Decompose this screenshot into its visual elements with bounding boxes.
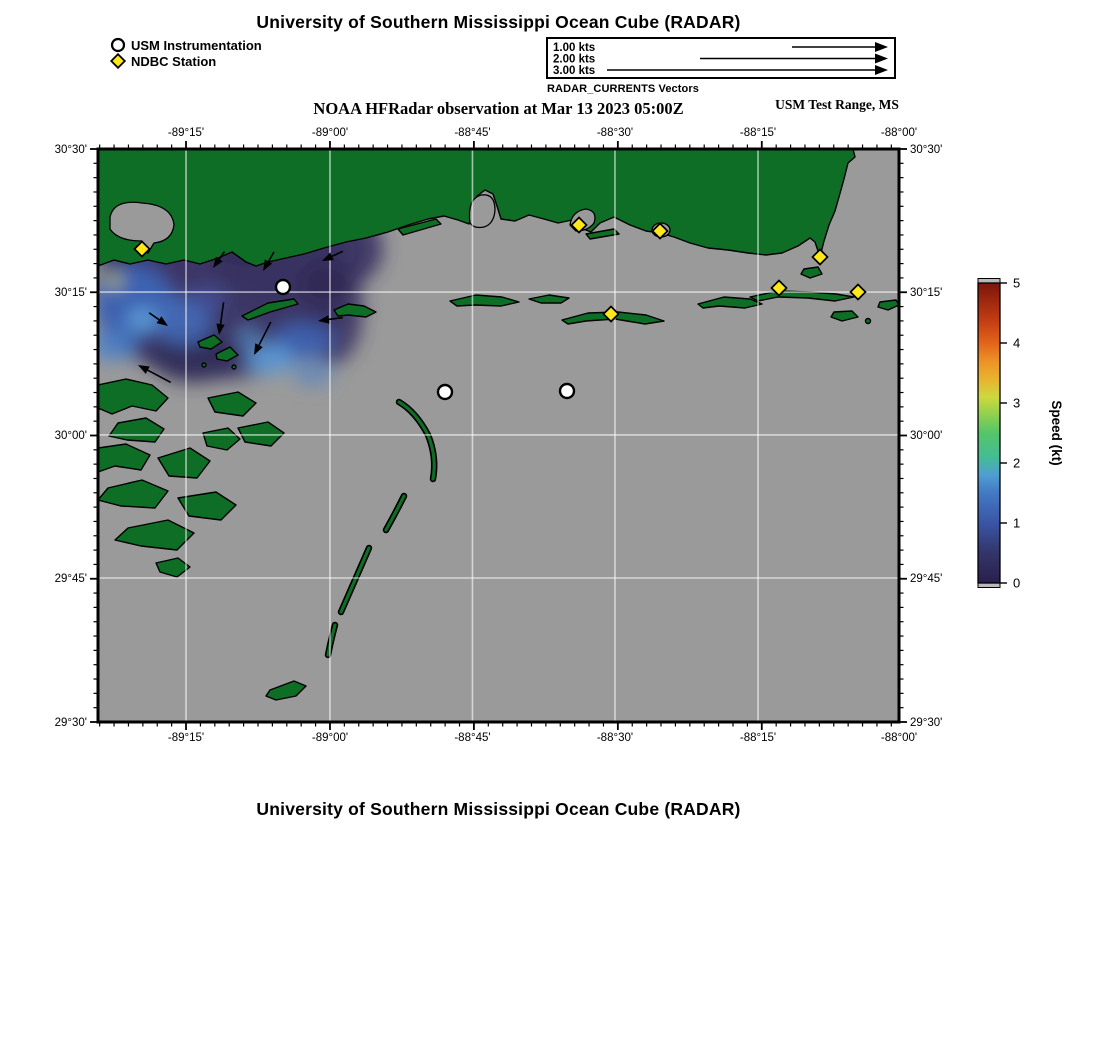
axis-tick-label: 30°30': [910, 144, 943, 156]
speed-patch: [128, 308, 156, 330]
speed-patch: [190, 285, 226, 313]
islet-dot: [866, 319, 871, 324]
axis-tick-label: -88°45': [454, 732, 491, 744]
islet-dot: [202, 363, 206, 367]
speed-patch: [293, 362, 333, 386]
colorbar-tick-label: 3: [1013, 395, 1021, 411]
axis-tick-label: 29°45': [54, 573, 87, 586]
axis-tick-label: 30°30': [54, 144, 87, 156]
vector-legend-caption: RADAR_CURRENTS Vectors: [547, 83, 699, 95]
colorbar-bottom-cap: [978, 583, 1000, 588]
vector-scale-label: 2.00 kts: [553, 53, 596, 66]
axis-tick-label: -88°30': [596, 732, 634, 744]
axis-tick-label: -89°15': [167, 127, 205, 139]
axis-tick-label: 30°00': [54, 429, 87, 442]
axis-tick-label: 30°00': [910, 429, 943, 442]
islet-dot: [232, 365, 236, 369]
colorbar-tick-label: 0: [1013, 575, 1021, 591]
usm-instrument-marker: [560, 384, 574, 398]
axis-tick-label: 30°15': [910, 287, 943, 300]
legend-item-label: NDBC Station: [131, 53, 217, 69]
page-title-top: University of Southern Mississippi Ocean Cube (RADAR): [256, 12, 741, 32]
legend-item-label: USM Instrumentation: [131, 37, 262, 53]
colorbar-tick-label: 2: [1013, 455, 1021, 471]
colorbar-title: Speed (kt): [1049, 400, 1064, 466]
speed-patch: [246, 344, 294, 374]
colorbar-tick-label: 5: [1013, 275, 1021, 291]
speed-patch: [106, 275, 122, 287]
colorbar-bar: [978, 283, 1000, 583]
colorbar-top-cap: [978, 279, 1000, 284]
axis-tick-label: -88°15': [739, 732, 777, 744]
speed-patch: [300, 262, 352, 306]
colorbar-tick-label: 4: [1013, 335, 1021, 351]
axis-tick-label: -88°45': [454, 127, 491, 139]
speed-patch: [89, 329, 137, 361]
axis-tick-label: -89°00': [311, 127, 349, 139]
axis-tick-label: 29°30': [910, 717, 943, 729]
axis-tick-label: -88°00': [880, 127, 918, 139]
axis-tick-label: -88°00': [880, 732, 918, 744]
test-range-label: USM Test Range, MS: [775, 97, 899, 112]
speed-patch: [237, 328, 259, 346]
usm-instrument-marker: [438, 385, 452, 399]
vector-scale-label: 3.00 kts: [553, 65, 596, 77]
axis-tick-label: 29°30': [54, 717, 87, 729]
axis-tick-label: 29°45': [910, 573, 943, 586]
vector-scale-label: 1.00 kts: [553, 42, 596, 54]
usm-instrument-marker: [276, 280, 290, 294]
axis-tick-label: -89°15': [167, 732, 205, 744]
axis-tick-label: 30°15': [54, 287, 87, 300]
bay-st-louis: [469, 195, 495, 228]
axis-tick-label: -89°00': [311, 732, 349, 744]
axis-tick-label: -88°15': [739, 127, 777, 139]
axis-tick-label: -88°30': [596, 127, 634, 139]
colorbar-tick-label: 1: [1013, 515, 1021, 531]
page-title-bottom: University of Southern Mississippi Ocean Cube (RADAR): [256, 799, 741, 819]
colorbar: [978, 276, 1064, 591]
observation-subtitle: NOAA HFRadar observation at Mar 13 2023 05:00Z: [313, 99, 684, 118]
